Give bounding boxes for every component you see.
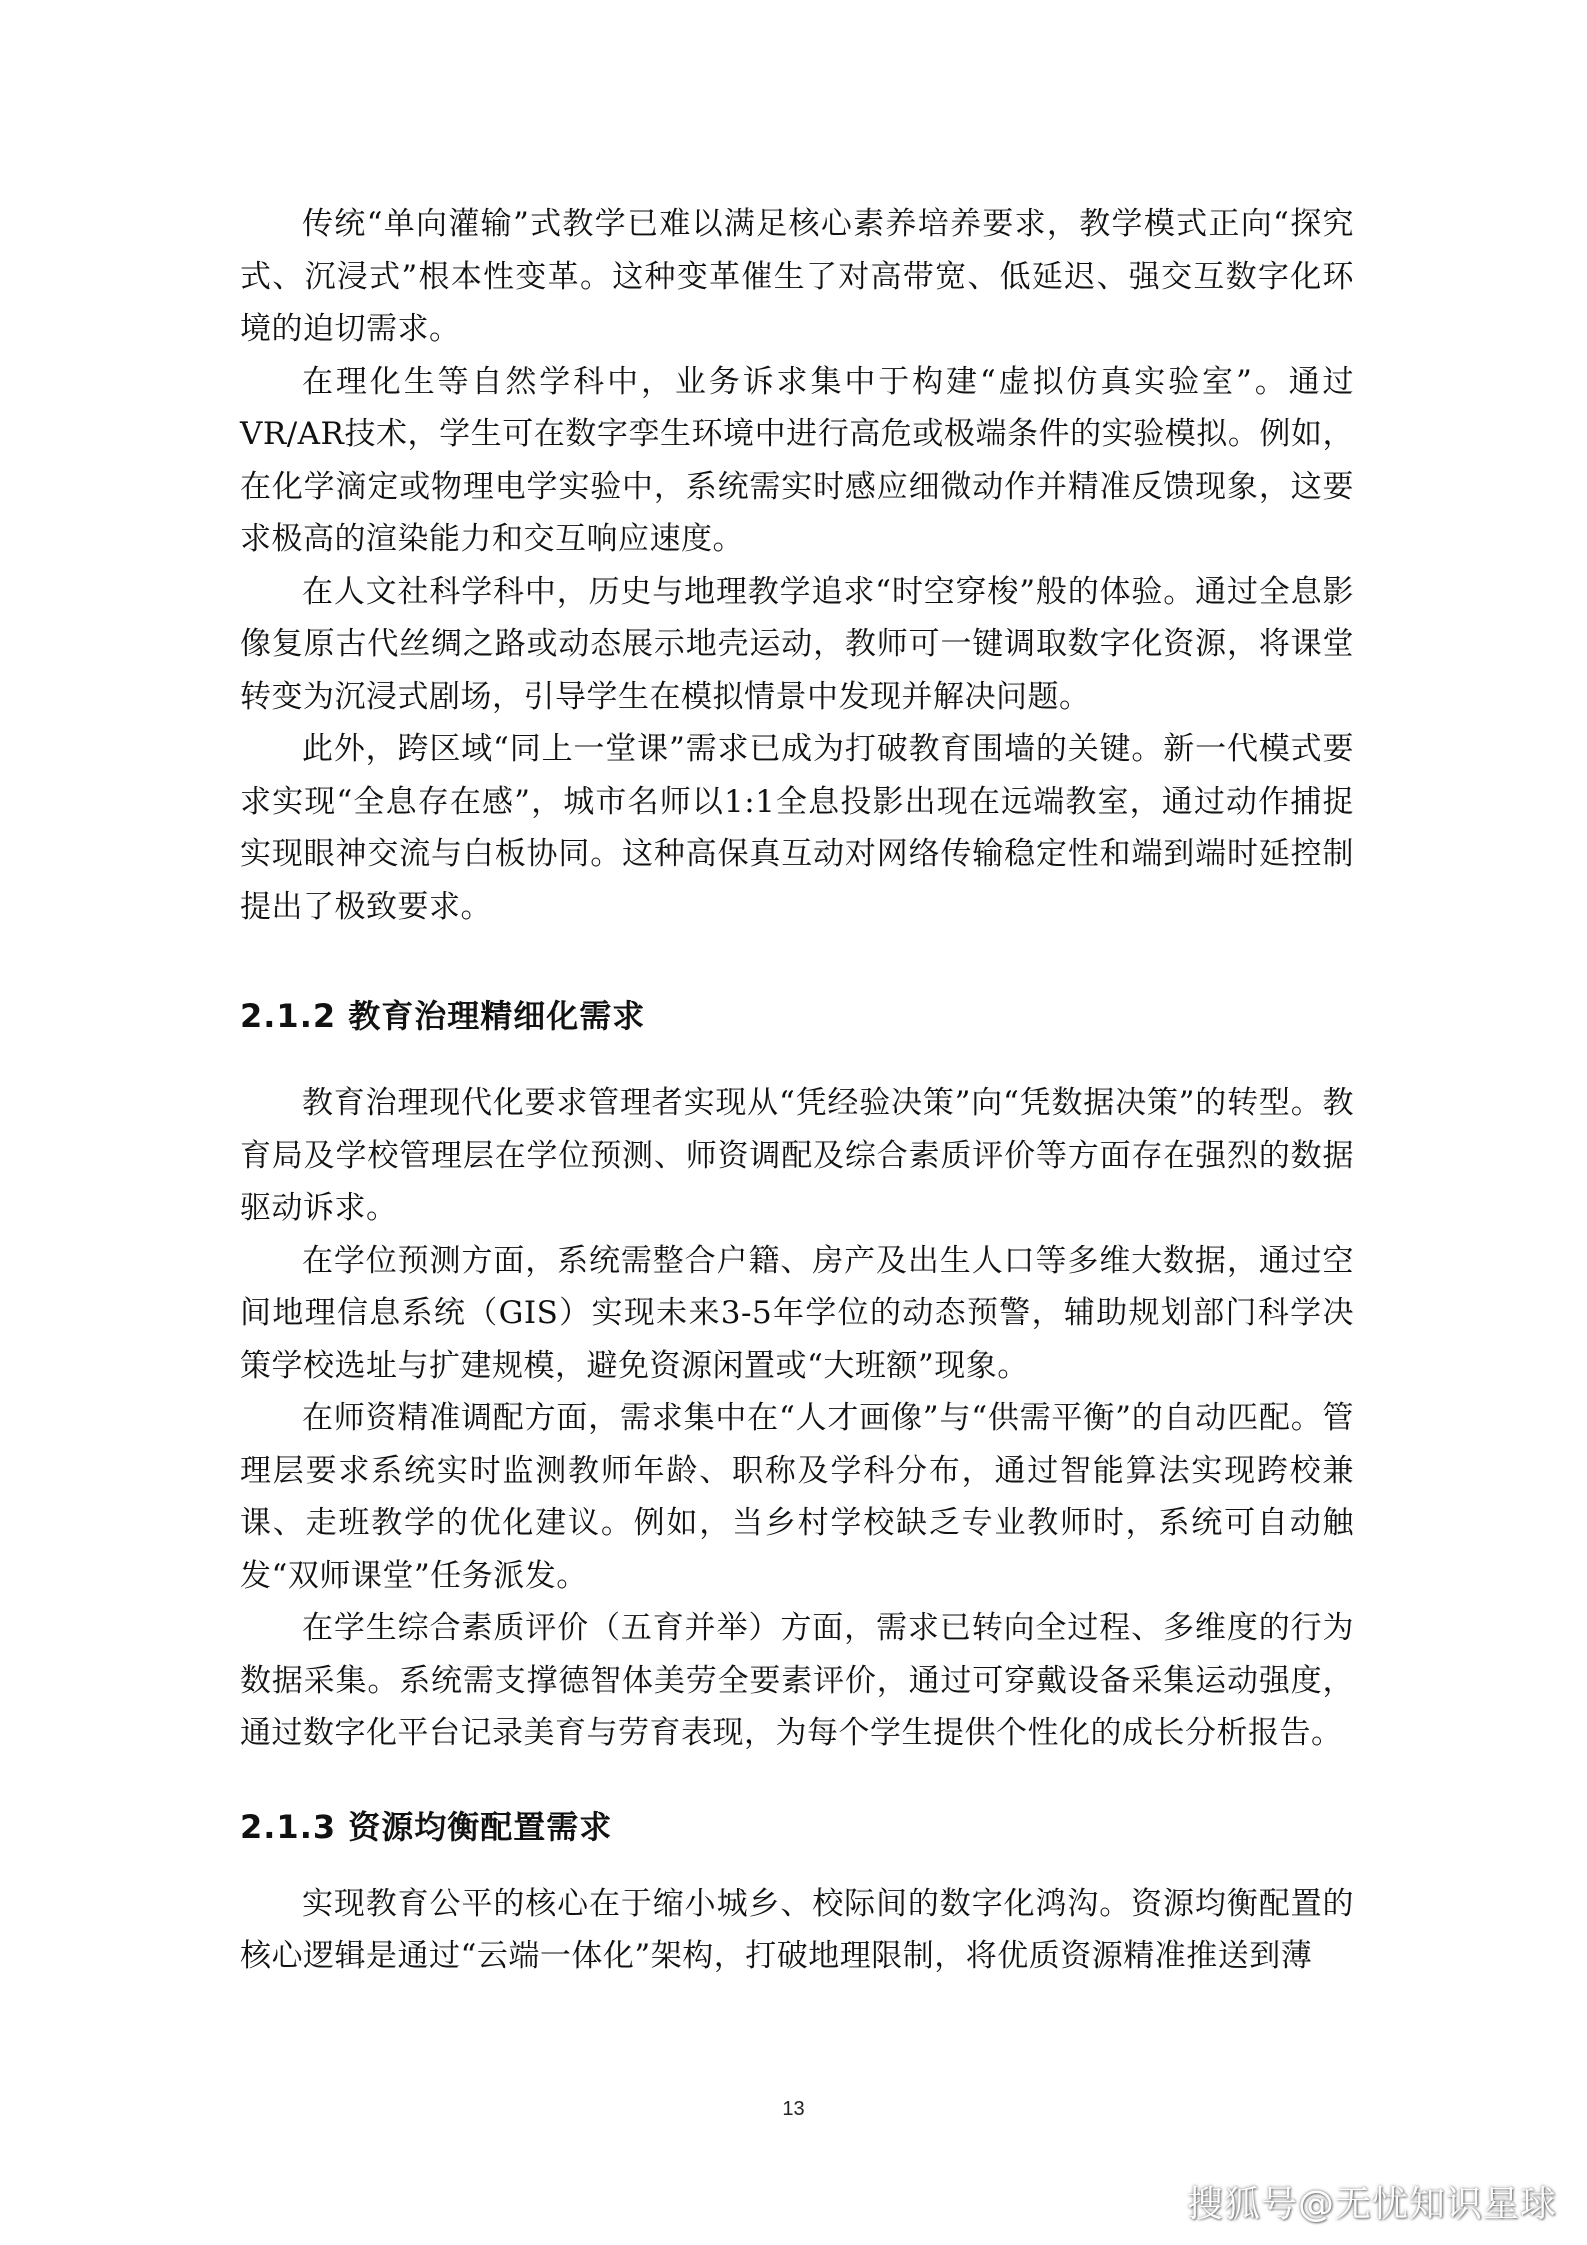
document-body bbox=[240, 198, 1354, 1983]
paragraph: 教育治理现代化要求管理者实现从“凭经验决策”向“凭数据决策”的转型。教育局及学校管理层在学位预测、师资调配及综合素质评价等方面存在强烈的数据驱动诉求。 bbox=[240, 1085, 1354, 1226]
paragraph: 在理化生等自然学科中，业务诉求集中于构建“虚拟仿真实验室”。通过VR/AR技术，学生可在数字孪生环境中进行高危或极端条件的实验模拟。例如，在化学滴定或物理电学实验中，系统需实时感应细微动作并精准反馈现象，这要求极高的渲染能力和交互响应速度。 bbox=[240, 363, 1354, 557]
paragraph: 在学生综合素质评价（五育并举）方面，需求已转向全过程、多维度的行为数据采集。系统需支撑德智体美劳全要素评价，通过可穿戴设备采集运动强度，通过数字化平台记录美育与劳育表现，为每个学生提供个性化的成长分析报告。 bbox=[240, 1610, 1354, 1751]
watermark: 搜狐号@无忧知识星球 bbox=[1186, 2184, 1557, 2225]
section-heading-2-1-2: 2.1.2 教育治理精细化需求 bbox=[240, 997, 646, 1035]
page-number: 13 bbox=[782, 2098, 805, 2120]
paragraph: 传统“单向灌输”式教学已难以满足核心素养培养要求，教学模式正向“探究式、沉浸式”根本性变革。这种变革催生了对高带宽、低延迟、强交互数字化环境的迫切需求。 bbox=[240, 206, 1354, 347]
paragraph: 在师资精准调配方面，需求集中在“人才画像”与“供需平衡”的自动匹配。管理层要求系统实时监测教师年龄、职称及学科分布，通过智能算法实现跨校兼课、走班教学的优化建议。例如，当乡村学校缺乏专业教师时，系统可自动触发“双师课堂”任务派发。 bbox=[240, 1400, 1354, 1594]
paragraph: 在学位预测方面，系统需整合户籍、房产及出生人口等多维大数据，通过空间地理信息系统（GIS）实现未来3-5年学位的动态预警，辅助规划部门科学决策学校选址与扩建规模，避免资源闲置或“大班额”现象。 bbox=[240, 1242, 1354, 1384]
paragraph: 在人文社科学科中，历史与地理教学追求“时空穿梭”般的体验。通过全息影像复原古代丝绸之路或动态展示地壳运动，教师可一键调取数字化资源，将课堂转变为沉浸式剧场，引导学生在模拟情景中发现并解决问题。 bbox=[240, 573, 1354, 715]
paragraph: 此外，跨区域“同上一堂课”需求已成为打破教育围墙的关键。新一代模式要求实现“全息存在感”，城市名师以1:1全息投影出现在远端教室，通过动作捕捉实现眼神交流与白板协同。这种高保真互动对网络传输稳定性和端到端时延控制提出了极致要求。 bbox=[240, 731, 1354, 925]
section-heading-2-1-3: 2.1.3 资源均衡配置需求 bbox=[240, 1807, 613, 1846]
paragraph: 实现教育公平的核心在于缩小城乡、校际间的数字化鸿沟。资源均衡配置的核心逻辑是通过“云端一体化”架构，打破地理限制，将优质资源精准推送到薄 bbox=[240, 1885, 1354, 1974]
